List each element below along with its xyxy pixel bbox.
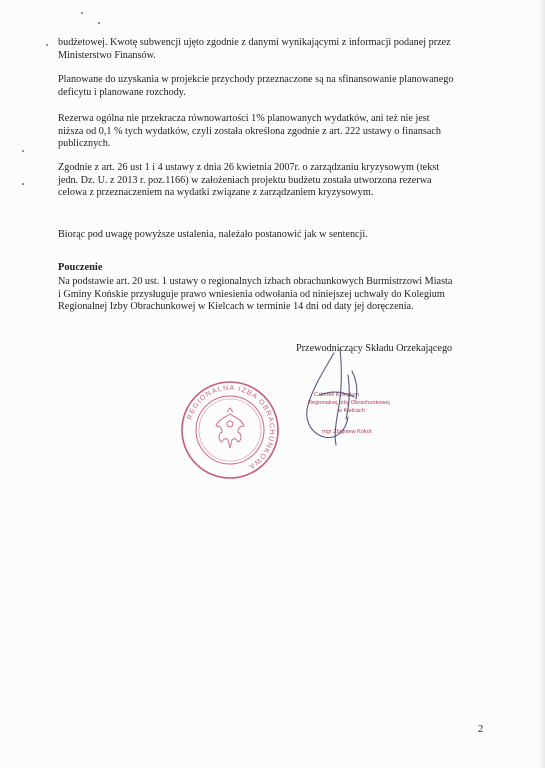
stamp-line: Regionalnej Izby Obrachunkowej — [308, 400, 390, 406]
paragraph-przychody — [58, 74, 486, 99]
seal-round-text: REGIONALNA IZBA OBRACHUNKOWA — [186, 384, 276, 471]
paragraph-subwencja — [58, 37, 486, 62]
paragraph-rezerwa-ogolna — [58, 113, 486, 151]
svg-text:REGIONALNA IZBA OBRACHUNKOWA — [186, 385, 275, 470]
text-line: i Gminy Końskie przysługuje prawo wniesienia odwołania od niniejszej uchwały do Kolegium — [58, 288, 445, 300]
stamp-line: w Kielcach — [338, 408, 365, 414]
text-line: Planowane do uzyskania w projekcie przychody przeznaczone są na sfinansowanie planowanego — [58, 74, 454, 85]
pouczenie-heading: Pouczenie — [58, 262, 103, 273]
text-line: deficytu i planowane rozchody. — [58, 86, 186, 98]
text-line: budżetowej. Kwotę subwencji ujęto zgodnie z danymi wynikającymi z informacji podanej przez — [58, 37, 451, 48]
stamp-line: mgr Zbigniew Kokot — [322, 429, 372, 435]
official-round-seal — [178, 378, 282, 482]
handwritten-signature — [290, 345, 370, 450]
stamp-line: Członek Kolegium — [314, 392, 360, 398]
text-line: publicznych. — [58, 138, 111, 150]
text-line: jedn. Dz. U. z 2013 r. poz.1166) w założeniach projektu budżetu została utworzona rezerwa — [58, 174, 432, 186]
paragraph-rezerwa-celowa — [58, 162, 486, 200]
text-line: Ministerstwo Finansów. — [58, 49, 156, 61]
text-line: Biorąc pod uwagę powyższe ustalenia, należało postanowić jak w sentencji. — [58, 229, 368, 240]
paragraph-pouczenie — [58, 276, 486, 314]
text-line: celowa z przeznaczeniem na wydatki związane z zarządzaniem kryzysowym. — [58, 187, 374, 199]
page-number: 2 — [478, 724, 484, 735]
signer-title: Przewodniczący Składu Orzekającego — [296, 343, 453, 354]
text-line: Na podstawie art. 20 ust. 1 ustawy o regionalnych izbach obrachunkowych Burmistrzowi Miasta — [58, 276, 453, 287]
text-line: Rezerwa ogólna nie przekracza równowartości 1% planowanych wydatków, ani też nie jest — [58, 113, 430, 124]
paragraph-sentencja — [58, 229, 486, 242]
page-edge-shadow — [539, 0, 545, 768]
text-line: Regionalnej Izby Obrachunkowej w Kielcach w terminie 14 dni od daty jej doręczenia. — [58, 301, 414, 313]
text-line: niższa od 0,1 % tych wydatków, czyli została określona zgodnie z art. 222 ustawy o finansach — [58, 125, 441, 137]
text-line: Zgodnie z art. 26 ust 1 i 4 ustawy z dnia 26 kwietnia 2007r. o zarządzaniu kryzysowym (tekst — [58, 162, 440, 173]
